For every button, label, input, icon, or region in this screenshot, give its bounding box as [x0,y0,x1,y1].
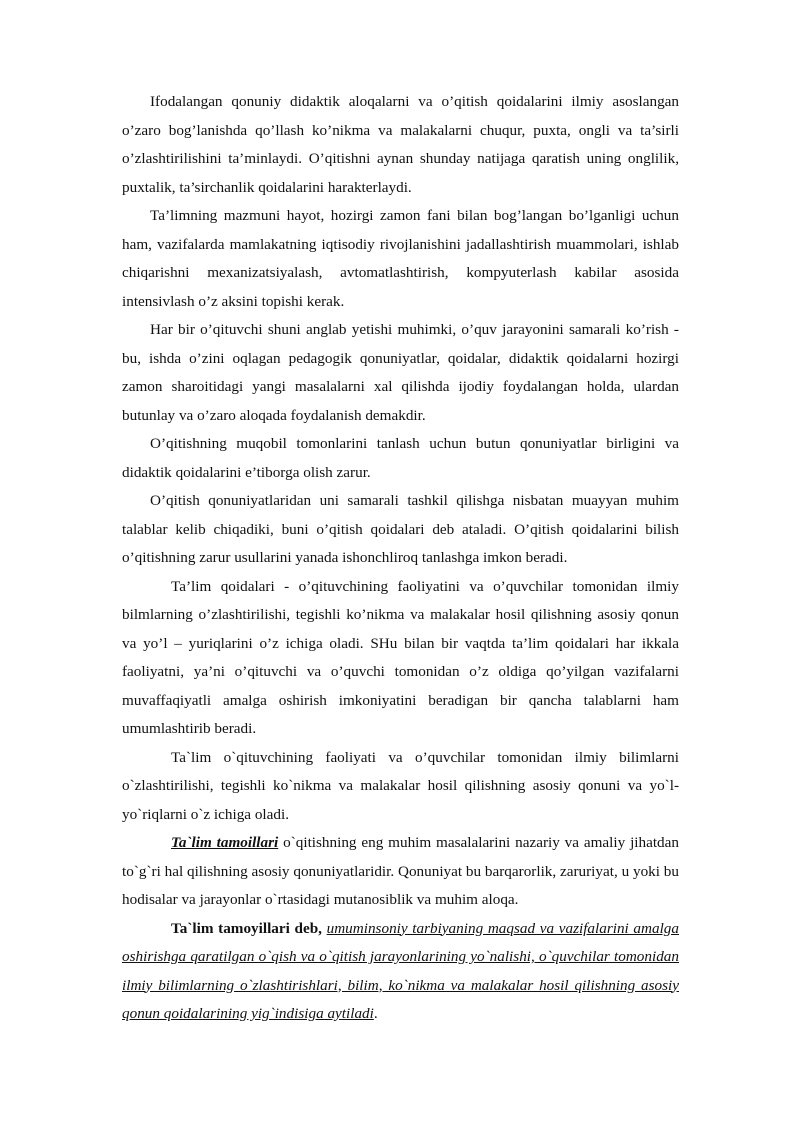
paragraph-7: Ta`lim o`qituvchining faoliyati va o’quvchilar tomonidan ilmiy bilimlarni o`zlashtirilishi, tegishli ko`nikma va malakalar hosil qilishning asosiy qonuni va yo`l-yo`riqlarni o`z ichiga oladi. [122,748,679,823]
document-page [122,88,679,1029]
paragraph-8 [122,829,679,915]
paragraph-8-text: o`qitishning eng muhim masalalarini nazariy va amaliy jihatdan to`g`ri hal qilishning asosiy qonuniyatlaridir. Qonuniyat bu barqarorlik, zaruriyat, u yoki bu hodisalar va jarayonlar o`rtasidagi mutanosiblik va muhim aloqa. [122,834,679,908]
paragraph-1: Ifodalangan qonuniy didaktik aloqalarni va o’qitish qoidalarini ilmiy asoslangan o’zaro bog’lanishda qo’llash ko’nikma va malakalarni chuqur, puxta, ongli va ta’sirli o’zlashtirilishini ta’minlaydi. O’qitishni aynan shunday natijaga qaratish uning onglilik, puxtalik, ta’sirchanlik qoidalarini harakterlaydi. [122,93,679,196]
term-talim-tamoillari: Ta`lim tamoillari [171,834,279,851]
paragraph-3: Har bir o’qituvchi shuni anglab yetishi muhimki, o’quv jarayonini samarali ko’rish - bu, ishda o’zini oqlagan pedagogik qonuniyatlar, qoidalar, didaktik qoidalarni hozirgi zamon sharoitidagi yangi masalalarni xal qilishda ijodiy foydalangan holda, ulardan butunlay va o’zaro aloqada foydalanish demakdir. [122,321,679,424]
paragraph-6: Ta’lim qoidalari - o’qituvchining faoliyatini va o’quvchilar tomonidan ilmiy bilmlarning o’zlashtirilishi, tegishli ko’nikma va malakalar hosil qilishning asosiy qonun va yo’l – yuriqlarini o’z ichiga oladi. SHu bilan bir vaqtda ta’lim qoidalari har ikkala faoliyatni, ya’ni o’qituvchi va o’quvchi tomonidan o’z oldiga qo’yilgan vazifalarni muvaffaqiyatli amalga oshirish imkoniyatini beradigan bir qancha talablarni ham umumlashtirib beradi. [122,577,679,737]
definition-text: umuminsoniy tarbiyaning maqsad va vazifalarini amalga oshirishga qaratilgan o`qish va o`qitish jarayonlarining yo`nalishi, o`quvchilar tomonidan ilmiy bilimlarning o`zlashtirishlari, bilim, ko`nikma va malakalar hosil qilishning asosiy qonun qoidalarining yig`indisiga aytiladi [122,919,679,1022]
paragraph-9 [122,915,679,1029]
paragraph-5: O’qitish qonuniyatlaridan uni samarali tashkil qilishga nisbatan muayyan muhim talablar kelib chiqadiki, buni o’qitish qoidalari deb ataladi. O’qitish qoidalarini bilish o’qitishning zarur usullarini yanada ishonchliroq tanlashga imkon beradi. [122,492,679,566]
term-talim-tamoyillari: Ta`lim tamoyillari deb, [171,919,322,937]
definition-end: . [373,1005,378,1022]
paragraph-4: O’qitishning muqobil tomonlarini tanlash uchun butun qonuniyatlar birligini va didaktik qoidalarini e’tiborga olish zarur. [122,435,679,481]
paragraph-2: Ta’limning mazmuni hayot, hozirgi zamon fani bilan bog’langan bo’lganligi uchun ham, vazifalarda mamlakatning iqtisodiy rivojlanishini jadallashtirish muammolari, ishlab chiqarishni mexanizatsiyalash, avtomatlashtirish, kompyuterlash kabilar asosida intensivlash o’z aksini topishi kerak. [122,207,679,310]
